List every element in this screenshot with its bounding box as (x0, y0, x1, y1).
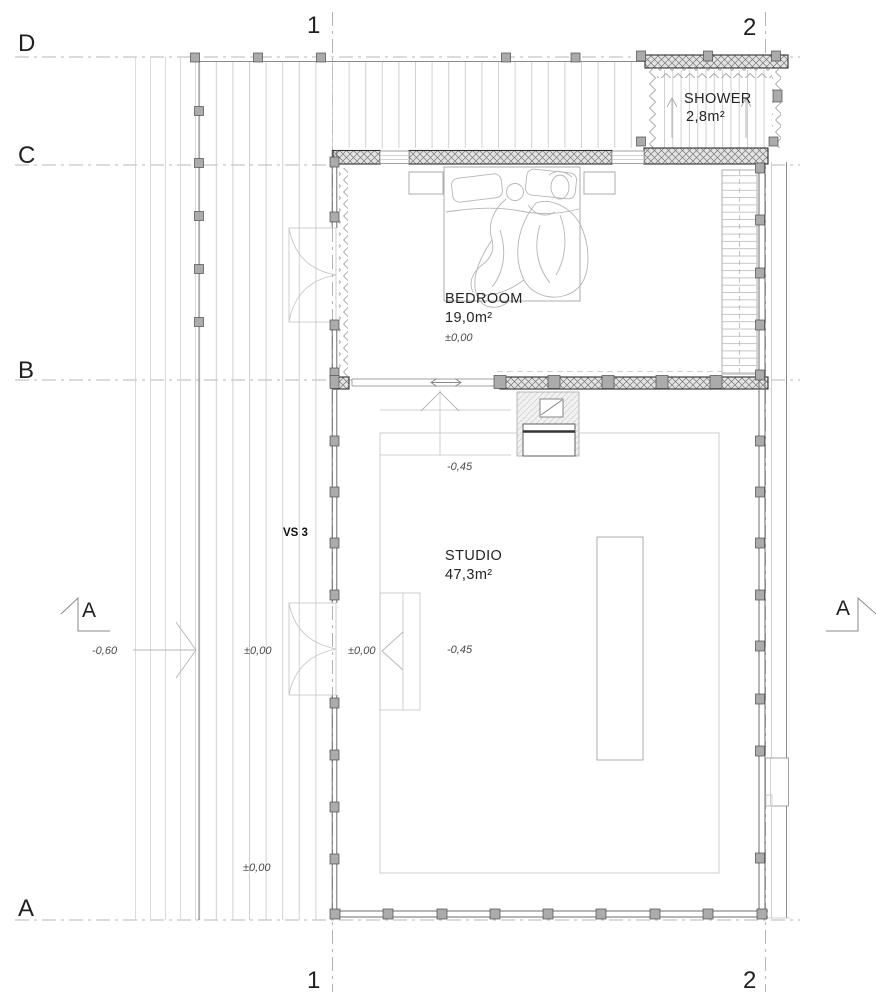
loft-ladder[interactable] (722, 170, 757, 374)
room-area-bedroom: 19,0m² (445, 310, 493, 326)
nightstand-right (584, 172, 615, 194)
section-label-right: A (836, 597, 851, 620)
level-zero-studio-west: ±0,00 (348, 645, 376, 657)
room-label-bedroom: BEDROOM (445, 291, 523, 307)
window-north-1 (380, 151, 409, 164)
insulation-right (772, 68, 781, 148)
shower-wall-bottom (644, 148, 768, 164)
grid-label-b: B (18, 357, 35, 384)
level-minus-45-mid: -0,45 (447, 644, 473, 656)
level-minus-45-top: -0,45 (447, 461, 473, 473)
grid-label-1-top: 1 (307, 12, 321, 39)
level-zero-deck-mid: ±0,00 (244, 645, 272, 657)
wall-north-bedroom (333, 151, 644, 165)
grid-label-2-top: 2 (743, 14, 757, 41)
shower-wall-top (645, 55, 788, 68)
room-label-shower: SHOWER (684, 91, 752, 107)
insulation-top (657, 68, 772, 78)
east-window (766, 758, 789, 806)
grid-label-2-bottom: 2 (743, 967, 757, 994)
level-zero-deck-bottom: ±0,00 (243, 862, 271, 874)
sliding-door[interactable] (352, 379, 497, 386)
section-marker-a-right (826, 598, 876, 631)
grid-label-a: A (18, 895, 35, 922)
grid-label-c: C (18, 142, 36, 169)
deck-west (126, 57, 332, 920)
level-minus-60: -0,60 (92, 645, 118, 657)
room-area-studio: 47,3m² (445, 567, 493, 583)
insulation-left (648, 68, 657, 148)
counter-table (597, 537, 643, 760)
room-area-shower: 2,8m² (686, 109, 726, 125)
insulation-bedroom-west (339, 168, 348, 377)
studio-floor (337, 388, 759, 913)
grid-label-d: D (18, 30, 36, 57)
wood-stove (517, 392, 579, 456)
level-bedroom: ±0,00 (445, 332, 473, 344)
bed-frame (444, 167, 580, 301)
section-label-left: A (82, 599, 97, 622)
nightstand-left (409, 172, 443, 194)
window-north-2 (612, 151, 644, 164)
grid-label-1-bottom: 1 (307, 967, 321, 994)
room-label-studio: STUDIO (445, 548, 503, 564)
vs3-label: VS 3 (283, 527, 308, 539)
